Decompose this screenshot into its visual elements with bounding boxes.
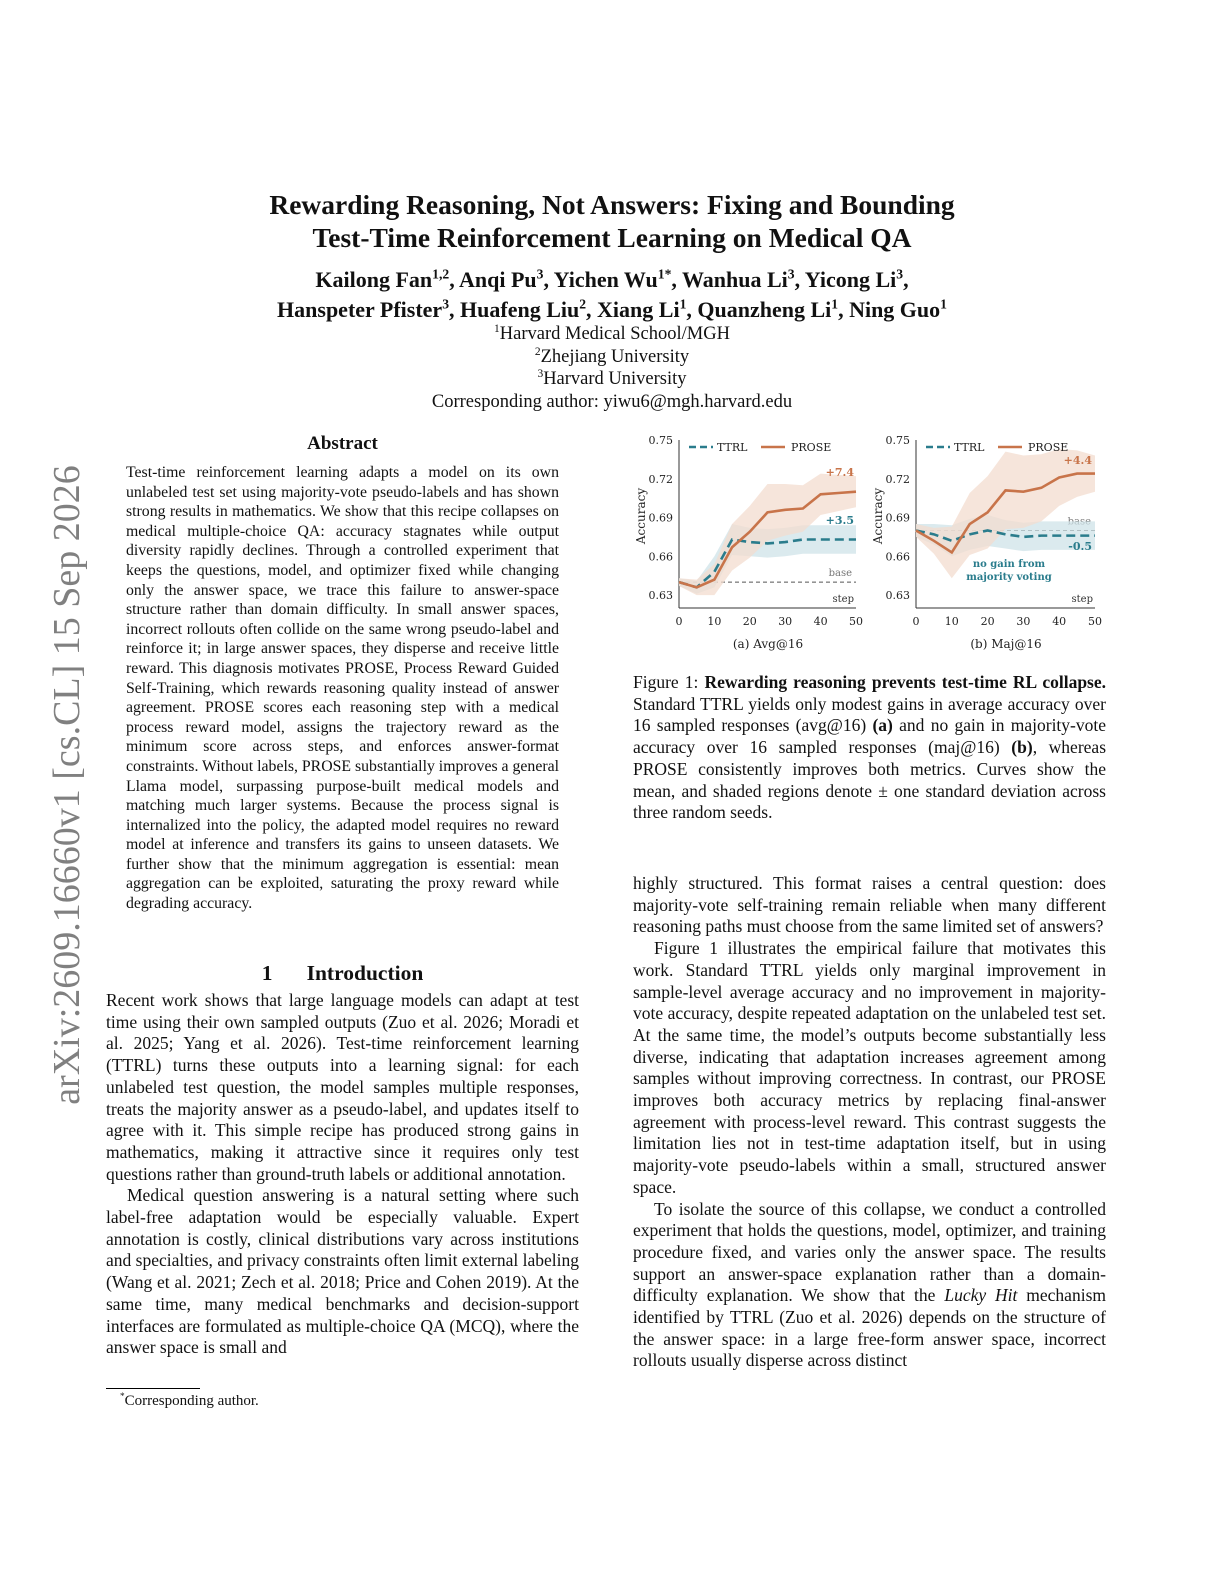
y-tick-label: 0.75	[885, 434, 910, 447]
x-tick-label: 40	[1052, 615, 1067, 628]
author: Xiang Li$^1$,	[597, 296, 698, 322]
author: Huafeng Liu$^2$,	[460, 296, 598, 322]
author: Yicong Li$^3$,	[804, 266, 909, 292]
x-tick-label: 10	[707, 615, 722, 628]
x-tick-label: 0	[675, 615, 683, 628]
corresponding-email: Corresponding author: yiwu6@mgh.harvard.edu	[431, 391, 793, 412]
title-line-1: Rewarding Reasoning, Not Answers: Fixing and Bounding	[269, 189, 955, 220]
paragraph: highly structured. This format raises a central question: does majority-vote self-training remain reliable when many different reasoning paths must choose from the same limited set of answers?	[633, 873, 1106, 937]
x-tick-label: 30	[778, 615, 793, 628]
paragraph: Recent work shows that large language models can adapt at test time using their own sampled outputs (Zuo et al. 2026; Moradi et al. 2025; Yang et al. 2026). Test-time reinforcement learning (TTRL) turns these outputs into a learning signal: for each unlabeled test question, the model samples multiple responses, treats the majority answer as a pseudo-label, and updates itself to agree with it. This simple recipe has produced strong gains in mathematics, making it attractive since it requires only test questions rather than ground-truth labels or additional annotation.	[106, 990, 579, 1184]
intro-text	[106, 990, 579, 1359]
affiliation: $^2$Zhejiang University	[534, 345, 690, 367]
author: Hanspeter Pfister$^3$,	[277, 296, 461, 322]
x-tick-label: 50	[1088, 615, 1102, 628]
author: Quanzheng Li$^1$,	[697, 296, 850, 322]
base-label: base	[828, 568, 852, 580]
subfigure-caption: (a) Avg@16	[732, 637, 804, 651]
author: Yichen $Wu^{1*}$,	[553, 266, 682, 292]
section-number: 1	[261, 961, 273, 985]
legend-prose-label: PROSE	[791, 441, 832, 454]
paragraph: To isolate the source of this collapse, we conduct a controlled experiment that holds the questions, model, optimizer, and training procedure fixed, and varies only the answer space. The results support an answer-space explanation rather than a domain-difficulty explanation. We show that the Lucky Hit mechanism identified by TTRL (Zuo et al. 2026) depends on the structure of the answer space: in a large free-form answer space, incorrect rollouts usually disperse across distinct	[633, 1198, 1106, 1371]
affiliations	[250, 323, 974, 413]
paragraph: Medical question answering is a natural setting where such label-free adaptation would be especially valuable. Expert annotation is costly, clinical distributions vary across institutions and specialties, and privacy constraints often limit external labeling (Wang et al. 2021; Zech et al. 2018; Price and Cohen 2019). At the same time, many medical benchmarks and decision-support interfaces are formulated as multiple-choice QA (MCQ), where the answer space is small and	[106, 1185, 579, 1358]
section-title: Introduction	[306, 961, 424, 985]
abstract-heading: Abstract	[307, 433, 378, 454]
author-list	[150, 265, 1074, 325]
chart-note: no gain from	[972, 559, 1046, 570]
abstract-body: Test-time reinforcement learning adapts a model on its own unlabeled test set using majority-vote pseudo-labels and has shown strong results in mathematics. We show that this recipe collapses on medical multiple-choice QA: accuracy stagnates while output diversity rapidly declines. Through a controlled experiment that keeps the questions, model, and optimizer fixed while changing only the answer space, we trace this failure to answer-space structure rather than domain difficulty. In small answer spaces, incorrect rollouts often collide on the same wrong pseudo-label and reinforce it; in large answer spaces, they disperse and receive little reward. This diagnosis motivates PROSE, Process Reward Guided Self-Training, which rewards reasoning quality instead of answer agreement. PROSE scores each reasoning step with a medical process reward model, assigns the trajectory reward as the minimum score across steps, and enforces answer-format constraints. Without labels, PROSE substantially improves a general Llama model, surpassing purpose-built medical models and matching much larger systems. Because the process signal is internalized into the policy, the adapted model requires no reward model at inference and transfers its gains to unseen datasets. We further show that the minimum aggregation is essential: mean aggregation can be exploited, saturating the proxy reward while degrading accuracy.	[126, 464, 559, 913]
x-axis-label: step	[1071, 594, 1093, 605]
author: Kailong Fan$^{1,2}$,	[315, 266, 459, 292]
right-column-text	[633, 873, 1106, 1372]
author-line-2	[150, 295, 1074, 325]
y-tick-label: 0.63	[885, 589, 910, 603]
x-tick-label: 30	[1016, 615, 1031, 628]
y-tick-label: 0.72	[885, 472, 910, 486]
section-heading	[106, 961, 579, 986]
y-tick-label: 0.75	[648, 434, 673, 447]
figure-1	[625, 430, 1105, 655]
title-line-2: Test-Time Reinforcement Learning on Medical QA	[312, 222, 912, 253]
x-tick-label: 10	[944, 615, 959, 628]
x-tick-label: 20	[742, 615, 757, 628]
footnote: *Corresponding author.	[120, 1392, 259, 1409]
prose-delta-label: +7.4	[825, 466, 854, 479]
x-tick-label: 0	[912, 615, 920, 628]
legend-ttrl-label: TTRL	[717, 441, 748, 454]
figure-1-charts	[625, 430, 1105, 655]
y-axis-label: Accuracy	[871, 487, 885, 545]
y-tick-label: 0.63	[648, 589, 673, 603]
y-axis-label: Accuracy	[634, 487, 648, 545]
author-line-1	[150, 265, 1074, 295]
affiliation: $^1$Harvard Medical School/MGH	[494, 322, 730, 344]
paper-title	[150, 188, 1074, 254]
y-tick-label: 0.69	[885, 511, 910, 525]
x-tick-label: 50	[849, 615, 863, 628]
legend-ttrl-label: TTRL	[954, 441, 985, 454]
ttrl-delta-label: +3.5	[825, 514, 854, 527]
x-axis-label: step	[832, 594, 854, 605]
y-tick-label: 0.66	[885, 550, 910, 564]
affiliation: $^3$Harvard University	[537, 367, 687, 389]
x-tick-label: 20	[980, 615, 995, 628]
y-tick-label: 0.69	[648, 511, 673, 525]
y-tick-label: 0.72	[648, 472, 673, 486]
author: Ning Guo$^1$	[849, 296, 947, 322]
figure-caption: Figure 1: Rewarding reasoning prevents test-time RL collapse. Standard TTRL yields only modest gains in average accuracy over 16 sampled responses (avg@16) (a) and no gain in majority-vote accuracy over 16 sampled responses (maj@16) (b), whereas PROSE consistently improves both metrics. Curves show the mean, and shaded regions denote ± one standard deviation across three random seeds.	[633, 672, 1106, 823]
y-tick-label: 0.66	[648, 550, 673, 564]
footnote-rule	[106, 1388, 200, 1389]
paragraph: Figure 1 illustrates the empirical failure that motivates this work. Standard TTRL yields only marginal improvement in sample-level average accuracy and no improvement in majority-vote accuracy, despite repeated adaptation on the unlabeled test set. At the same time, the model’s outputs become substantially less diverse, indicating that adaptation increases agreement among samples without improving correctness. In contrast, our PROSE improves both accuracy metrics by replacing final-answer agreement with process-level reward. This contrast suggests the limitation lies not in test-time adaptation itself, but in using majority-vote pseudo-labels within a small, structured answer space.	[633, 938, 1106, 1197]
author: Anqi Pu$^3$,	[458, 266, 554, 292]
chart-note: majority voting	[966, 572, 1052, 583]
ttrl-delta-label: -0.5	[1068, 540, 1092, 553]
subfigure-caption: (b) Maj@16	[970, 637, 1042, 651]
author: Wanhua Li$^3$,	[682, 266, 805, 292]
x-tick-label: 40	[813, 615, 828, 628]
arxiv-id: arXiv:2609.16660v1 [cs.CL] 15 Sep 2026	[46, 465, 88, 1105]
prose-delta-label: +4.4	[1063, 454, 1092, 467]
legend-prose-label: PROSE	[1028, 441, 1069, 454]
arxiv-stamp	[22, 440, 112, 1130]
